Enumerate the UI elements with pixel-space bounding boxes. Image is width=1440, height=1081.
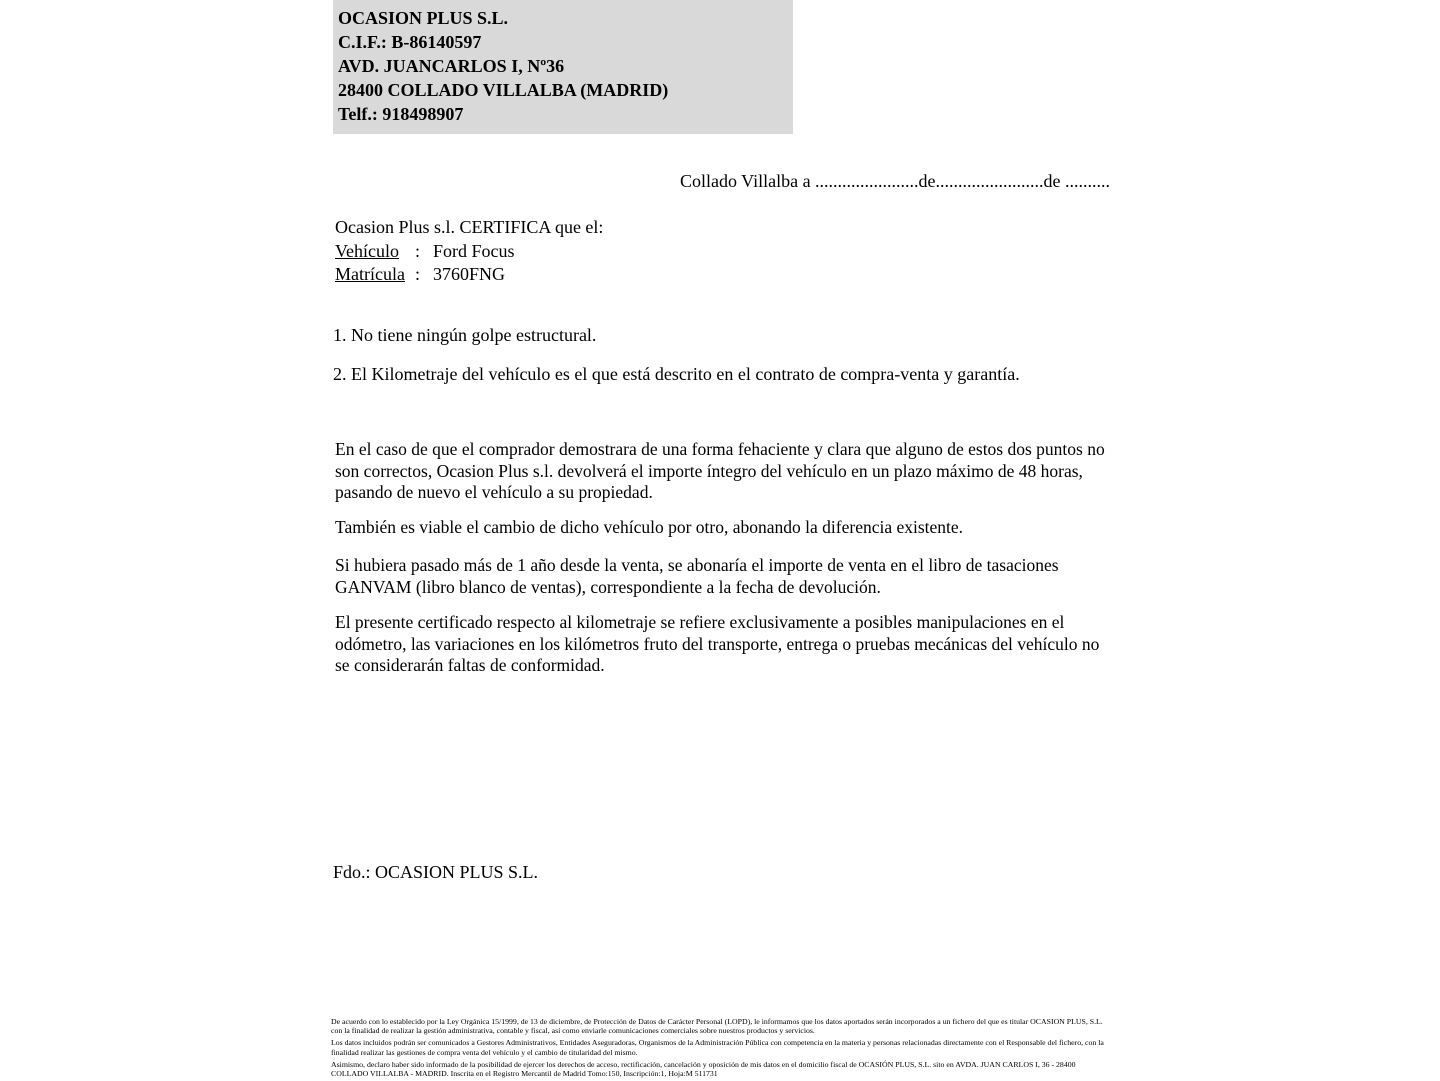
company-header-box	[333, 0, 793, 134]
paragraph-refund-terms: En el caso de que el comprador demostrara de una forma fehaciente y clara que alguno de estos dos puntos no son correctos, Ocasion Plus s.l. devolverá el importe íntegro del vehículo en un plazo máximo de 48 horas, pasando de nuevo el vehículo a su propiedad.	[335, 439, 1105, 502]
paragraph-exchange-option: También es viable el cambio de dicho vehículo por otro, abonando la diferencia existente.	[335, 517, 964, 537]
legal-footer	[331, 1017, 1113, 1081]
company-phone: Telf.: 918498907	[338, 104, 464, 124]
paragraph-odometer-scope: El presente certificado respecto al kilometraje se refiere exclusivamente a posibles manipulaciones en el odómetro, las variaciones en los kilómetros fruto del transporte, entrega o pruebas mecánicas del vehículo no se considerarán faltas de conformidad.	[335, 612, 1100, 675]
certification-intro: Ocasion Plus s.l. CERTIFICA que el:	[335, 217, 604, 237]
company-address-street: AVD. JUANCARLOS I, Nº36	[338, 56, 565, 76]
vehicle-value: Ford Focus	[433, 240, 515, 261]
legal-paragraph-2: Los datos incluidos podrán ser comunicados a Gestores Administrativos, Entidades Aseguradoras, Organismos de la Administración Pública con competencia en la materia y personas relacionadas directamente con el Responsable del fichero, con la finalidad realizar las gestiones de compra venta del vehículo y el cambio de titularidad del mismo.	[331, 1038, 1104, 1057]
company-name: OCASION PLUS S.L.	[338, 8, 509, 28]
place-date-line: Collado Villalba a .......................de........................de ..........	[680, 171, 1111, 191]
certified-point-1: 1. No tiene ningún golpe estructural.	[333, 325, 597, 345]
paragraph-ganvam-valuation: Si hubiera pasado más de 1 año desde la venta, se abonaría el importe de venta en el libro de tasaciones GANVAM (libro blanco de ventas), correspondiente a la fecha de devolución.	[335, 555, 1059, 597]
plate-value: 3760FNG	[433, 264, 506, 284]
signature-line: Fdo.: OCASION PLUS S.L.	[333, 862, 539, 882]
legal-paragraph-3: Asimismo, declaro haber sido informado de la posibilidad de ejercer los derechos de acceso, rectificación, cancelación y oposición de mis datos en el domicilio fiscal de OCASIÓN PLUS, S.L. sito en AVDA. JUAN CARLOS I, 36 - 28400 COLLADO VILLALBA - MADRID. Inscrita en el Registro Mercantil de Madrid Tomo:150, Inscripción:1, Hoja:M 511731	[331, 1059, 1076, 1079]
certified-point-2: 2. El Kilometraje del vehículo es el que está descrito en el contrato de compra-venta y garantía.	[333, 364, 1020, 384]
vehicle-row	[335, 240, 603, 264]
vehicle-label: Vehículo	[335, 240, 399, 261]
certification-block	[335, 216, 603, 287]
company-address-city: 28400 COLLADO VILLALBA (MADRID)	[338, 80, 669, 100]
plate-row	[335, 263, 603, 287]
legal-paragraph-1: De acuerdo con lo establecido por la Ley Orgánica 15/1999, de 13 de diciembre, de Protección de Datos de Carácter Personal (LOPD), le informamos que los datos aportados serán incorporados a un fichero del que es titular OCASION PLUS, S.L. con la finalidad de realizar la gestión administrativa, contable y fiscal, así como enviarle comunicaciones comerciales sobre nuestros productos y servicios.	[331, 1017, 1103, 1036]
company-cif: C.I.F.: B-86140597	[338, 32, 482, 52]
plate-colon: :	[415, 264, 421, 284]
plate-label: Matrícula	[335, 264, 405, 284]
vehicle-colon: :	[415, 240, 421, 261]
